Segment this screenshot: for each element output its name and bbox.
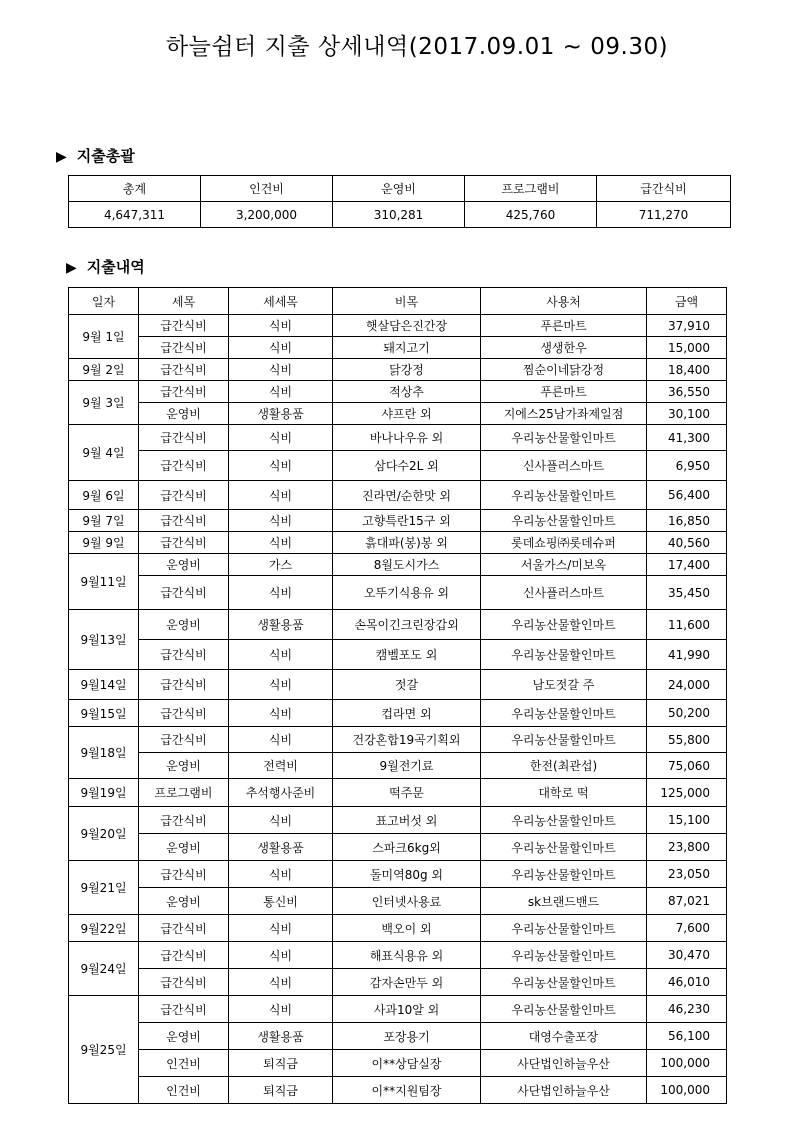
summary-value-cell: 3,200,000 xyxy=(201,202,333,228)
page-title: 하늘쉼터 지출 상세내역(2017.09.01 ~ 09.30) xyxy=(165,34,669,60)
table-row xyxy=(69,451,727,481)
category-cell: 급간식비 xyxy=(139,576,229,610)
category-cell: 급간식비 xyxy=(139,381,229,403)
table-row xyxy=(69,996,727,1023)
subcategory-cell: 식비 xyxy=(229,315,333,337)
amount-cell: 55,800 xyxy=(647,727,727,753)
summary-header-cell: 인건비 xyxy=(201,176,333,202)
category-cell: 운영비 xyxy=(139,403,229,425)
category-cell: 급간식비 xyxy=(139,996,229,1023)
category-cell: 운영비 xyxy=(139,554,229,576)
table-row xyxy=(69,700,727,727)
vendor-cell: 찜순이네닭강정 xyxy=(481,359,647,381)
summary-value-cell: 310,281 xyxy=(333,202,465,228)
category-cell: 급간식비 xyxy=(139,700,229,727)
vendor-cell: 우리농산물할인마트 xyxy=(481,510,647,532)
details-table xyxy=(68,287,727,1104)
details-header-cell: 사용처 xyxy=(481,288,647,315)
table-row xyxy=(69,425,727,451)
amount-cell: 87,021 xyxy=(647,888,727,915)
subcategory-cell: 식비 xyxy=(229,969,333,996)
amount-cell: 41,990 xyxy=(647,640,727,670)
table-row xyxy=(69,554,727,576)
details-heading xyxy=(66,256,145,277)
vendor-cell: 우리농산물할인마트 xyxy=(481,481,647,510)
vendor-cell: 사단법인하늘우산 xyxy=(481,1077,647,1104)
details-body xyxy=(69,315,727,1104)
date-cell: 9월 1일 xyxy=(69,315,139,359)
vendor-cell: sk브랜드밴드 xyxy=(481,888,647,915)
item-cell: 떡주문 xyxy=(333,779,481,807)
amount-cell: 41,300 xyxy=(647,425,727,451)
vendor-cell: 우리농산물할인마트 xyxy=(481,996,647,1023)
date-cell: 9월24일 xyxy=(69,942,139,996)
table-row xyxy=(69,610,727,640)
subcategory-cell: 식비 xyxy=(229,700,333,727)
vendor-cell: 신사플러스마트 xyxy=(481,576,647,610)
amount-cell: 35,450 xyxy=(647,576,727,610)
date-cell: 9월19일 xyxy=(69,779,139,807)
subcategory-cell: 식비 xyxy=(229,381,333,403)
subcategory-cell: 생활용품 xyxy=(229,403,333,425)
item-cell: 이**상담실장 xyxy=(333,1050,481,1077)
item-cell: 스파크6kg외 xyxy=(333,834,481,861)
vendor-cell: 생생한우 xyxy=(481,337,647,359)
amount-cell: 16,850 xyxy=(647,510,727,532)
date-cell: 9월 9일 xyxy=(69,532,139,554)
category-cell: 급간식비 xyxy=(139,451,229,481)
subcategory-cell: 식비 xyxy=(229,337,333,359)
table-row xyxy=(69,915,727,942)
category-cell: 급간식비 xyxy=(139,425,229,451)
item-cell: 햇살담은진간장 xyxy=(333,315,481,337)
item-cell: 닭강정 xyxy=(333,359,481,381)
subcategory-cell: 식비 xyxy=(229,532,333,554)
subcategory-cell: 식비 xyxy=(229,425,333,451)
item-cell: 해표식용유 외 xyxy=(333,942,481,969)
item-cell: 인터넷사용료 xyxy=(333,888,481,915)
subcategory-cell: 가스 xyxy=(229,554,333,576)
category-cell: 급간식비 xyxy=(139,481,229,510)
amount-cell: 56,400 xyxy=(647,481,727,510)
vendor-cell: 신사플러스마트 xyxy=(481,451,647,481)
summary-value-row xyxy=(69,202,731,228)
subcategory-cell: 퇴직금 xyxy=(229,1050,333,1077)
vendor-cell: 우리농산물할인마트 xyxy=(481,942,647,969)
category-cell: 운영비 xyxy=(139,1023,229,1050)
date-cell: 9월 3일 xyxy=(69,381,139,425)
table-row xyxy=(69,481,727,510)
vendor-cell: 우리농산물할인마트 xyxy=(481,807,647,834)
vendor-cell: 롯데쇼핑㈜롯데슈퍼 xyxy=(481,532,647,554)
item-cell: 백오이 외 xyxy=(333,915,481,942)
amount-cell: 15,000 xyxy=(647,337,727,359)
table-row xyxy=(69,969,727,996)
item-cell: 적상추 xyxy=(333,381,481,403)
triangle-right-icon: ▶ xyxy=(66,260,77,276)
table-row xyxy=(69,834,727,861)
vendor-cell: 사단법인하늘우산 xyxy=(481,1050,647,1077)
amount-cell: 46,010 xyxy=(647,969,727,996)
details-header-cell: 세세목 xyxy=(229,288,333,315)
details-header-cell: 일자 xyxy=(69,288,139,315)
vendor-cell: 우리농산물할인마트 xyxy=(481,727,647,753)
subcategory-cell: 생활용품 xyxy=(229,834,333,861)
date-cell: 9월15일 xyxy=(69,700,139,727)
vendor-cell: 대영수출포장 xyxy=(481,1023,647,1050)
amount-cell: 24,000 xyxy=(647,670,727,700)
category-cell: 급간식비 xyxy=(139,807,229,834)
subcategory-cell: 식비 xyxy=(229,451,333,481)
date-cell: 9월21일 xyxy=(69,861,139,915)
vendor-cell: 대학로 떡 xyxy=(481,779,647,807)
date-cell: 9월25일 xyxy=(69,996,139,1104)
table-row xyxy=(69,1023,727,1050)
vendor-cell: 서울가스/미보옥 xyxy=(481,554,647,576)
details-header-cell: 비목 xyxy=(333,288,481,315)
table-row xyxy=(69,753,727,779)
item-cell: 표고버섯 외 xyxy=(333,807,481,834)
category-cell: 급간식비 xyxy=(139,727,229,753)
subcategory-cell: 식비 xyxy=(229,359,333,381)
item-cell: 돌미역80g 외 xyxy=(333,861,481,888)
category-cell: 급간식비 xyxy=(139,670,229,700)
amount-cell: 15,100 xyxy=(647,807,727,834)
item-cell: 9월전기료 xyxy=(333,753,481,779)
table-row xyxy=(69,359,727,381)
vendor-cell: 푸른마트 xyxy=(481,315,647,337)
summary-value-cell: 4,647,311 xyxy=(69,202,201,228)
date-cell: 9월 2일 xyxy=(69,359,139,381)
amount-cell: 100,000 xyxy=(647,1077,727,1104)
category-cell: 급간식비 xyxy=(139,337,229,359)
summary-header-cell: 총계 xyxy=(69,176,201,202)
item-cell: 흙대파(봉)봉 외 xyxy=(333,532,481,554)
amount-cell: 30,470 xyxy=(647,942,727,969)
date-cell: 9월18일 xyxy=(69,727,139,779)
summary-heading-label: 지출총괄 xyxy=(76,147,135,165)
vendor-cell: 우리농산물할인마트 xyxy=(481,700,647,727)
subcategory-cell: 식비 xyxy=(229,807,333,834)
subcategory-cell: 식비 xyxy=(229,996,333,1023)
vendor-cell: 한전(최관섭) xyxy=(481,753,647,779)
amount-cell: 125,000 xyxy=(647,779,727,807)
amount-cell: 11,600 xyxy=(647,610,727,640)
category-cell: 급간식비 xyxy=(139,942,229,969)
item-cell: 포장용기 xyxy=(333,1023,481,1050)
amount-cell: 30,100 xyxy=(647,403,727,425)
vendor-cell: 우리농산물할인마트 xyxy=(481,834,647,861)
date-cell: 9월20일 xyxy=(69,807,139,861)
amount-cell: 17,400 xyxy=(647,554,727,576)
amount-cell: 6,950 xyxy=(647,451,727,481)
amount-cell: 36,550 xyxy=(647,381,727,403)
subcategory-cell: 식비 xyxy=(229,861,333,888)
details-heading-label: 지출내역 xyxy=(86,258,145,276)
triangle-right-icon: ▶ xyxy=(56,149,67,165)
category-cell: 인건비 xyxy=(139,1050,229,1077)
amount-cell: 50,200 xyxy=(647,700,727,727)
vendor-cell: 우리농산물할인마트 xyxy=(481,425,647,451)
table-row xyxy=(69,337,727,359)
summary-value-cell: 711,270 xyxy=(597,202,731,228)
category-cell: 급간식비 xyxy=(139,861,229,888)
subcategory-cell: 식비 xyxy=(229,510,333,532)
item-cell: 이**지원팀장 xyxy=(333,1077,481,1104)
item-cell: 바나나우유 외 xyxy=(333,425,481,451)
amount-cell: 37,910 xyxy=(647,315,727,337)
table-row xyxy=(69,1077,727,1104)
table-row xyxy=(69,727,727,753)
table-row xyxy=(69,942,727,969)
category-cell: 운영비 xyxy=(139,834,229,861)
amount-cell: 18,400 xyxy=(647,359,727,381)
vendor-cell: 우리농산물할인마트 xyxy=(481,915,647,942)
subcategory-cell: 식비 xyxy=(229,640,333,670)
amount-cell: 23,800 xyxy=(647,834,727,861)
subcategory-cell: 통신비 xyxy=(229,888,333,915)
subcategory-cell: 추석행사준비 xyxy=(229,779,333,807)
table-row xyxy=(69,510,727,532)
summary-header-cell: 프로그램비 xyxy=(465,176,597,202)
date-cell: 9월22일 xyxy=(69,915,139,942)
table-row xyxy=(69,315,727,337)
item-cell: 건강혼합19곡기획외 xyxy=(333,727,481,753)
table-row xyxy=(69,640,727,670)
table-row xyxy=(69,381,727,403)
category-cell: 급간식비 xyxy=(139,640,229,670)
subcategory-cell: 식비 xyxy=(229,727,333,753)
vendor-cell: 우리농산물할인마트 xyxy=(481,969,647,996)
table-row xyxy=(69,779,727,807)
category-cell: 급간식비 xyxy=(139,510,229,532)
item-cell: 감자손만두 외 xyxy=(333,969,481,996)
item-cell: 컵라면 외 xyxy=(333,700,481,727)
date-cell: 9월 7일 xyxy=(69,510,139,532)
item-cell: 젓갈 xyxy=(333,670,481,700)
vendor-cell: 우리농산물할인마트 xyxy=(481,861,647,888)
summary-header-cell: 운영비 xyxy=(333,176,465,202)
vendor-cell: 푸른마트 xyxy=(481,381,647,403)
subcategory-cell: 생활용품 xyxy=(229,1023,333,1050)
details-header-cell: 금액 xyxy=(647,288,727,315)
amount-cell: 7,600 xyxy=(647,915,727,942)
date-cell: 9월14일 xyxy=(69,670,139,700)
item-cell: 오뚜기식용유 외 xyxy=(333,576,481,610)
category-cell: 급간식비 xyxy=(139,532,229,554)
summary-table xyxy=(68,175,731,228)
category-cell: 급간식비 xyxy=(139,915,229,942)
subcategory-cell: 식비 xyxy=(229,942,333,969)
subcategory-cell: 식비 xyxy=(229,576,333,610)
amount-cell: 46,230 xyxy=(647,996,727,1023)
summary-heading xyxy=(56,145,135,166)
date-cell: 9월 4일 xyxy=(69,425,139,481)
summary-value-cell: 425,760 xyxy=(465,202,597,228)
category-cell: 운영비 xyxy=(139,610,229,640)
item-cell: 샤프란 외 xyxy=(333,403,481,425)
amount-cell: 40,560 xyxy=(647,532,727,554)
subcategory-cell: 식비 xyxy=(229,915,333,942)
summary-header-cell: 급간식비 xyxy=(597,176,731,202)
category-cell: 프로그램비 xyxy=(139,779,229,807)
category-cell: 급간식비 xyxy=(139,969,229,996)
table-row xyxy=(69,532,727,554)
table-row xyxy=(69,576,727,610)
item-cell: 진라면/순한맛 외 xyxy=(333,481,481,510)
table-row xyxy=(69,1050,727,1077)
amount-cell: 75,060 xyxy=(647,753,727,779)
date-cell: 9월13일 xyxy=(69,610,139,670)
item-cell: 캠벨포도 외 xyxy=(333,640,481,670)
vendor-cell: 우리농산물할인마트 xyxy=(481,610,647,640)
subcategory-cell: 생활용품 xyxy=(229,610,333,640)
date-cell: 9월 6일 xyxy=(69,481,139,510)
details-header-cell: 세목 xyxy=(139,288,229,315)
vendor-cell: 우리농산물할인마트 xyxy=(481,640,647,670)
subcategory-cell: 전력비 xyxy=(229,753,333,779)
details-header-row xyxy=(69,288,727,315)
item-cell: 삼다수2L 외 xyxy=(333,451,481,481)
date-cell: 9월11일 xyxy=(69,554,139,610)
subcategory-cell: 식비 xyxy=(229,481,333,510)
table-row xyxy=(69,403,727,425)
subcategory-cell: 퇴직금 xyxy=(229,1077,333,1104)
category-cell: 급간식비 xyxy=(139,359,229,381)
table-row xyxy=(69,670,727,700)
vendor-cell: 지에스25남가좌제일점 xyxy=(481,403,647,425)
vendor-cell: 남도젓갈 주 xyxy=(481,670,647,700)
item-cell: 고향특란15구 외 xyxy=(333,510,481,532)
item-cell: 사과10알 외 xyxy=(333,996,481,1023)
category-cell: 급간식비 xyxy=(139,315,229,337)
table-row xyxy=(69,807,727,834)
table-row xyxy=(69,888,727,915)
summary-header-row xyxy=(69,176,731,202)
table-row xyxy=(69,861,727,888)
amount-cell: 100,000 xyxy=(647,1050,727,1077)
amount-cell: 23,050 xyxy=(647,861,727,888)
category-cell: 운영비 xyxy=(139,888,229,915)
amount-cell: 56,100 xyxy=(647,1023,727,1050)
subcategory-cell: 식비 xyxy=(229,670,333,700)
item-cell: 8월도시가스 xyxy=(333,554,481,576)
category-cell: 운영비 xyxy=(139,753,229,779)
item-cell: 손목이긴크린장갑외 xyxy=(333,610,481,640)
category-cell: 인건비 xyxy=(139,1077,229,1104)
item-cell: 돼지고기 xyxy=(333,337,481,359)
